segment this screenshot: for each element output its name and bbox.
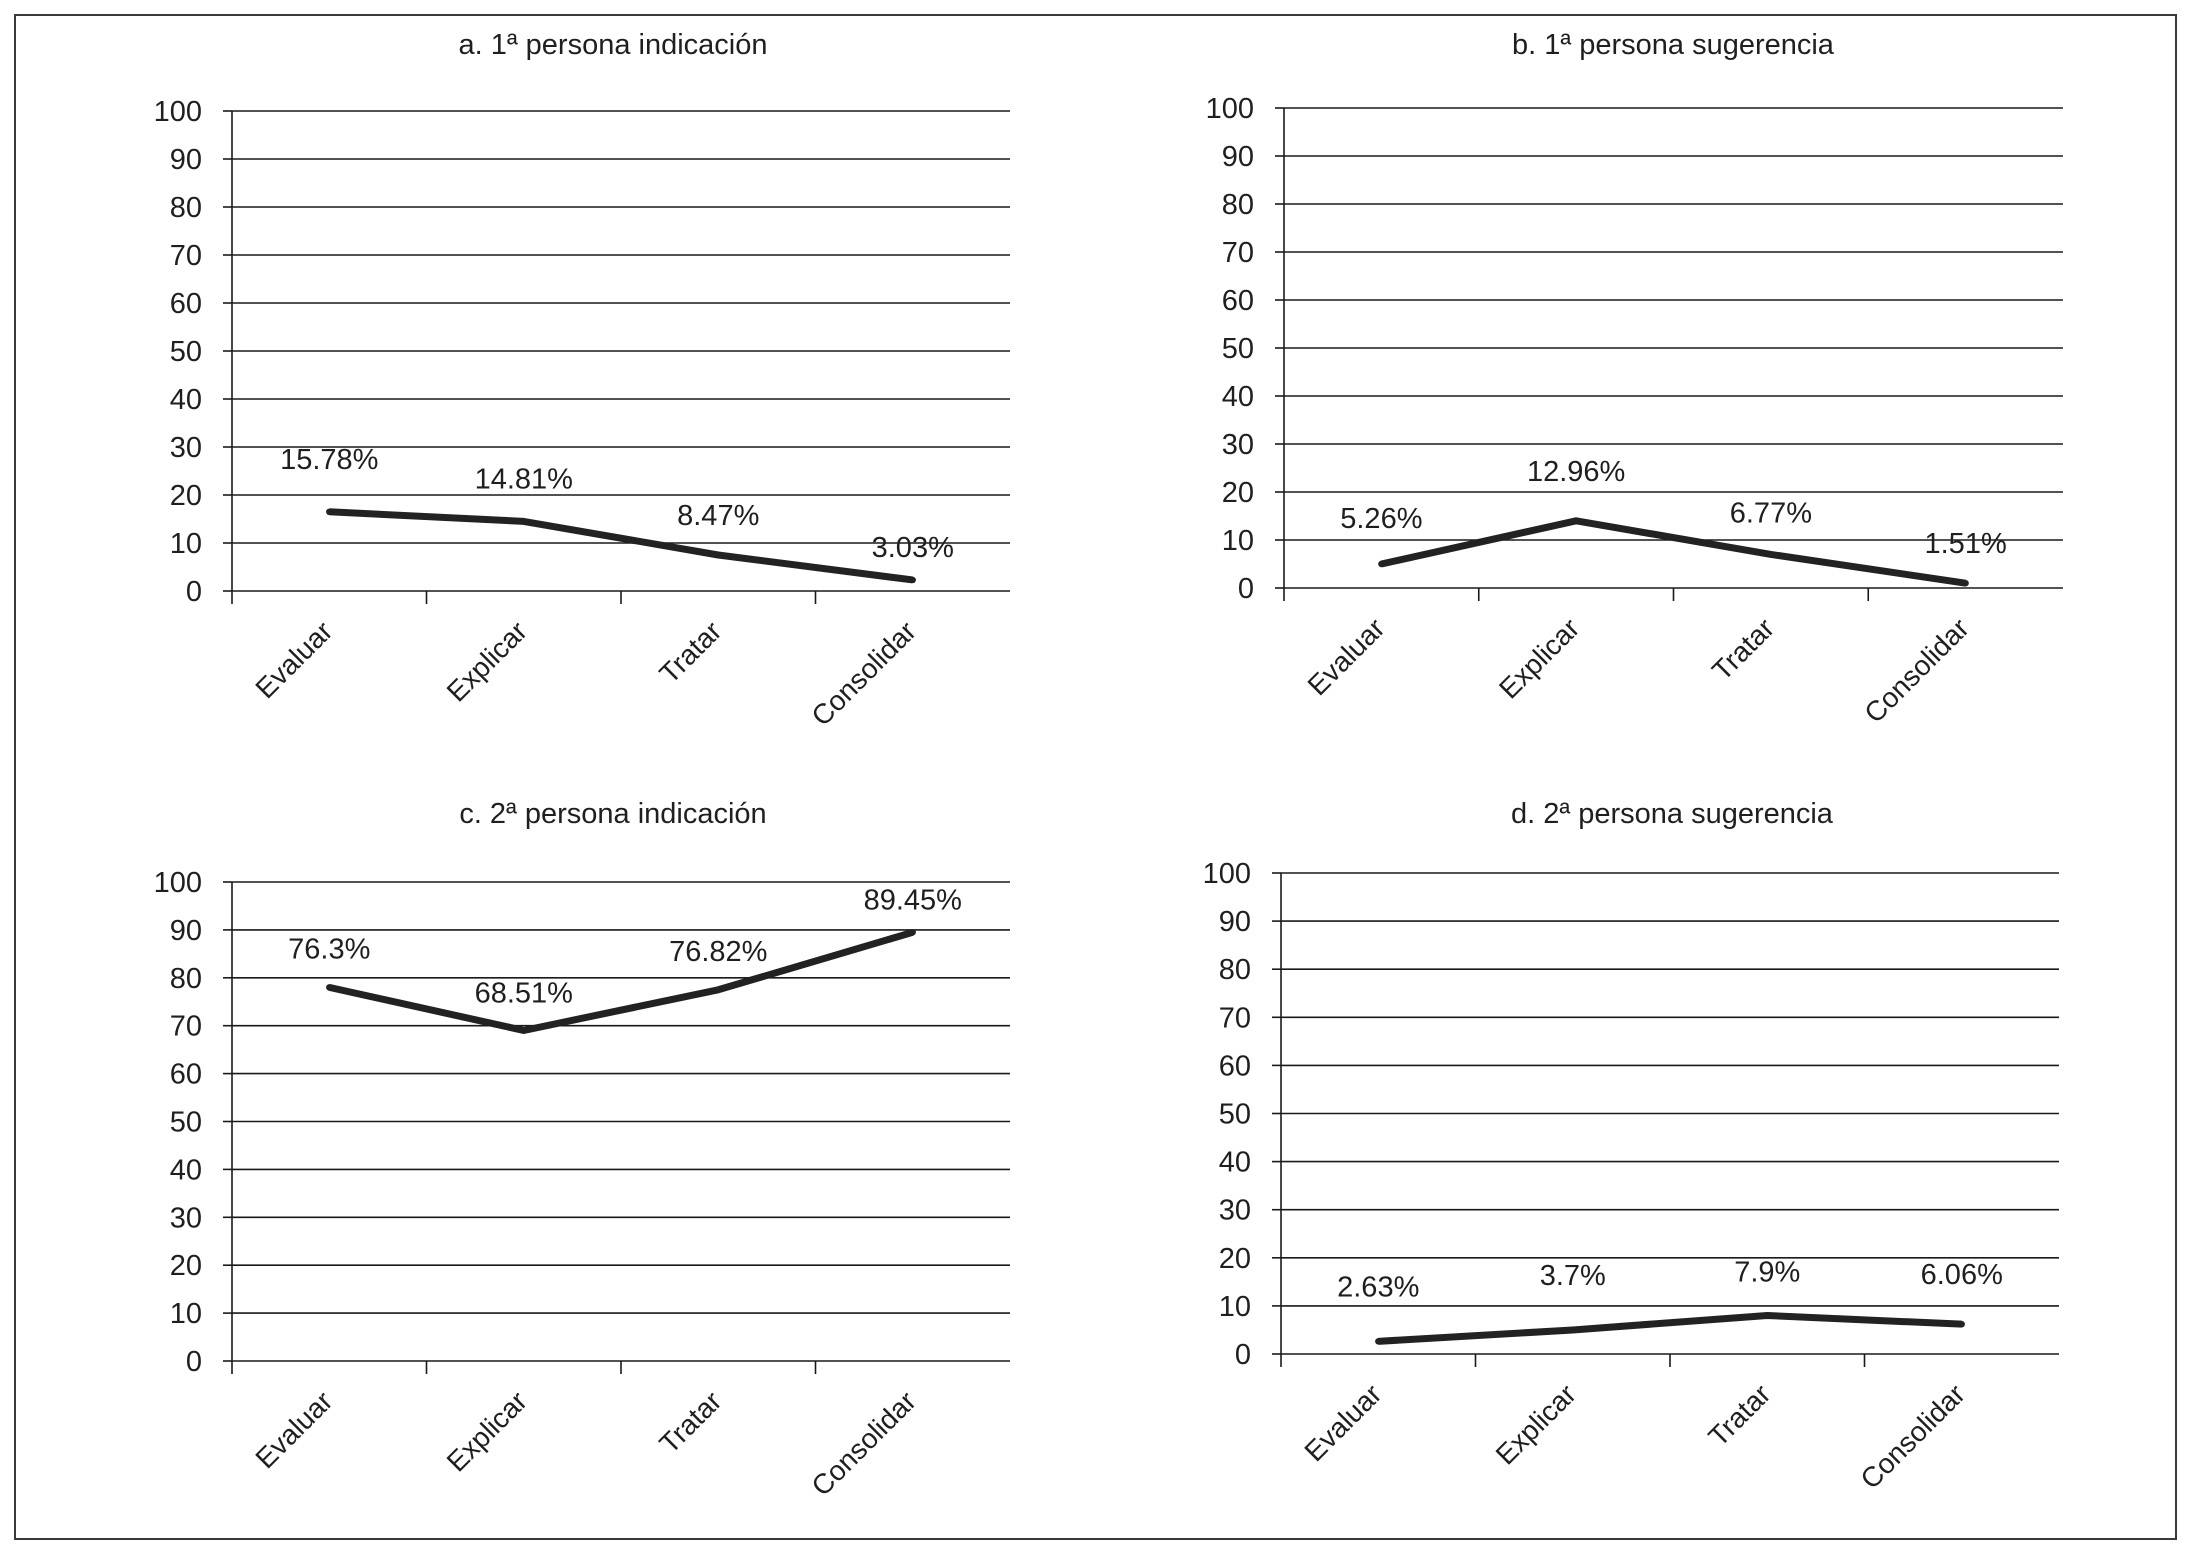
y-tick-label: 50 [169, 1106, 202, 1139]
data-label: 2.63% [1337, 1271, 1420, 1304]
x-category-label: Evaluar [249, 615, 339, 705]
x-category-label: Explicar [1493, 612, 1586, 705]
data-point [1768, 551, 1774, 557]
y-tick-label: 90 [1221, 141, 1254, 173]
data-point [1570, 1327, 1576, 1333]
y-tick-label: 0 [185, 576, 202, 608]
chart-c [154, 798, 1010, 1502]
data-point [521, 518, 527, 524]
y-tick-label: 80 [1221, 189, 1254, 221]
y-tick-label: 0 [1237, 573, 1254, 605]
y-tick-label: 100 [1205, 93, 1254, 125]
x-category-label: Consolidar [805, 615, 922, 732]
y-tick-label: 20 [169, 480, 202, 512]
chart-d [1203, 798, 2059, 1495]
y-tick-label: 30 [169, 1202, 202, 1235]
x-category-label: Explicar [440, 615, 533, 708]
x-category-label: Evaluar [249, 1385, 339, 1475]
data-label: 7.9% [1734, 1256, 1801, 1289]
data-point [1573, 518, 1579, 524]
y-tick-label: 90 [1218, 906, 1251, 939]
x-category-label: Evaluar [1298, 1378, 1388, 1468]
y-tick-label: 10 [169, 528, 202, 560]
data-point [910, 929, 916, 935]
x-category-label: Consolidar [1858, 612, 1975, 729]
y-tick-label: 30 [1221, 429, 1254, 461]
y-tick-label: 0 [185, 1346, 202, 1378]
data-label: 68.51% [474, 977, 573, 1010]
data-label: 5.26% [1340, 503, 1423, 535]
y-tick-label: 100 [153, 867, 202, 899]
y-tick-label: 100 [1202, 858, 1251, 890]
chart-title: a. 1ª persona indicación [458, 29, 768, 61]
data-point [1375, 1338, 1381, 1344]
data-label: 3.7% [1539, 1259, 1606, 1292]
y-tick-label: 60 [1218, 1050, 1251, 1083]
y-tick-label: 40 [169, 384, 202, 416]
y-tick-label: 70 [1221, 237, 1254, 269]
y-tick-label: 80 [169, 192, 202, 224]
chart-title: b. 1ª persona sugerencia [1512, 29, 1834, 61]
chart-b [1206, 29, 2063, 729]
x-category-label: Consolidar [805, 1385, 922, 1502]
data-point [326, 984, 332, 990]
y-tick-label: 20 [1218, 1242, 1251, 1275]
series-line [329, 932, 913, 1030]
data-label: 76.82% [669, 935, 768, 968]
data-label: 76.3% [288, 933, 371, 966]
y-tick-label: 100 [153, 96, 202, 128]
y-tick-label: 90 [169, 914, 202, 947]
data-label: 8.47% [677, 500, 760, 532]
x-category-label: Explicar [440, 1385, 533, 1478]
y-tick-label: 50 [1218, 1098, 1251, 1131]
y-tick-label: 20 [169, 1250, 202, 1283]
x-category-label: Tratar [1702, 1378, 1777, 1453]
chart-a [154, 29, 1010, 732]
x-category-label: Tratar [653, 1385, 728, 1460]
data-point [715, 987, 721, 993]
y-tick-label: 60 [169, 288, 202, 320]
y-tick-label: 10 [1221, 525, 1254, 557]
x-category-label: Evaluar [1301, 612, 1391, 702]
data-label: 3.03% [871, 531, 954, 564]
y-tick-label: 30 [1218, 1194, 1251, 1227]
y-tick-label: 70 [169, 1010, 202, 1043]
x-category-label: Explicar [1489, 1378, 1582, 1471]
y-tick-label: 40 [169, 1154, 202, 1187]
y-tick-label: 60 [169, 1058, 202, 1091]
y-tick-label: 30 [169, 432, 202, 464]
data-point [521, 1027, 527, 1033]
data-point [1378, 561, 1384, 567]
y-tick-label: 70 [169, 240, 202, 272]
y-tick-label: 70 [1218, 1002, 1251, 1035]
data-label: 1.51% [1924, 528, 2007, 561]
series-line [1381, 521, 1965, 583]
series-line [1378, 1316, 1962, 1342]
y-tick-label: 20 [1221, 477, 1254, 509]
y-tick-label: 40 [1218, 1146, 1251, 1179]
x-category-label: Tratar [1706, 612, 1781, 687]
data-label: 6.06% [1920, 1259, 2003, 1292]
y-tick-label: 10 [169, 1298, 202, 1331]
y-tick-label: 90 [169, 144, 202, 176]
chart-title: c. 2ª persona indicación [459, 798, 767, 830]
chart-title: d. 2ª persona sugerencia [1511, 798, 1833, 830]
data-point [1962, 580, 1968, 586]
data-point [1764, 1312, 1770, 1318]
data-point [715, 552, 721, 558]
y-tick-label: 50 [169, 336, 202, 368]
y-tick-label: 60 [1221, 285, 1254, 317]
data-point [326, 509, 332, 515]
y-tick-label: 40 [1221, 381, 1254, 413]
x-category-label: Consolidar [1854, 1378, 1971, 1495]
y-tick-label: 0 [1234, 1339, 1251, 1371]
data-point [910, 577, 916, 583]
series-line [329, 512, 913, 580]
data-point [1959, 1321, 1965, 1327]
data-label: 6.77% [1729, 497, 1812, 530]
y-tick-label: 10 [1218, 1290, 1251, 1323]
data-label: 12.96% [1526, 455, 1626, 488]
x-category-label: Tratar [653, 615, 728, 690]
y-tick-label: 80 [169, 962, 202, 995]
data-label: 14.81% [474, 463, 573, 496]
y-tick-label: 80 [1218, 954, 1251, 987]
data-label: 89.45% [863, 884, 962, 917]
data-label: 15.78% [280, 443, 379, 476]
y-tick-label: 50 [1221, 333, 1254, 365]
